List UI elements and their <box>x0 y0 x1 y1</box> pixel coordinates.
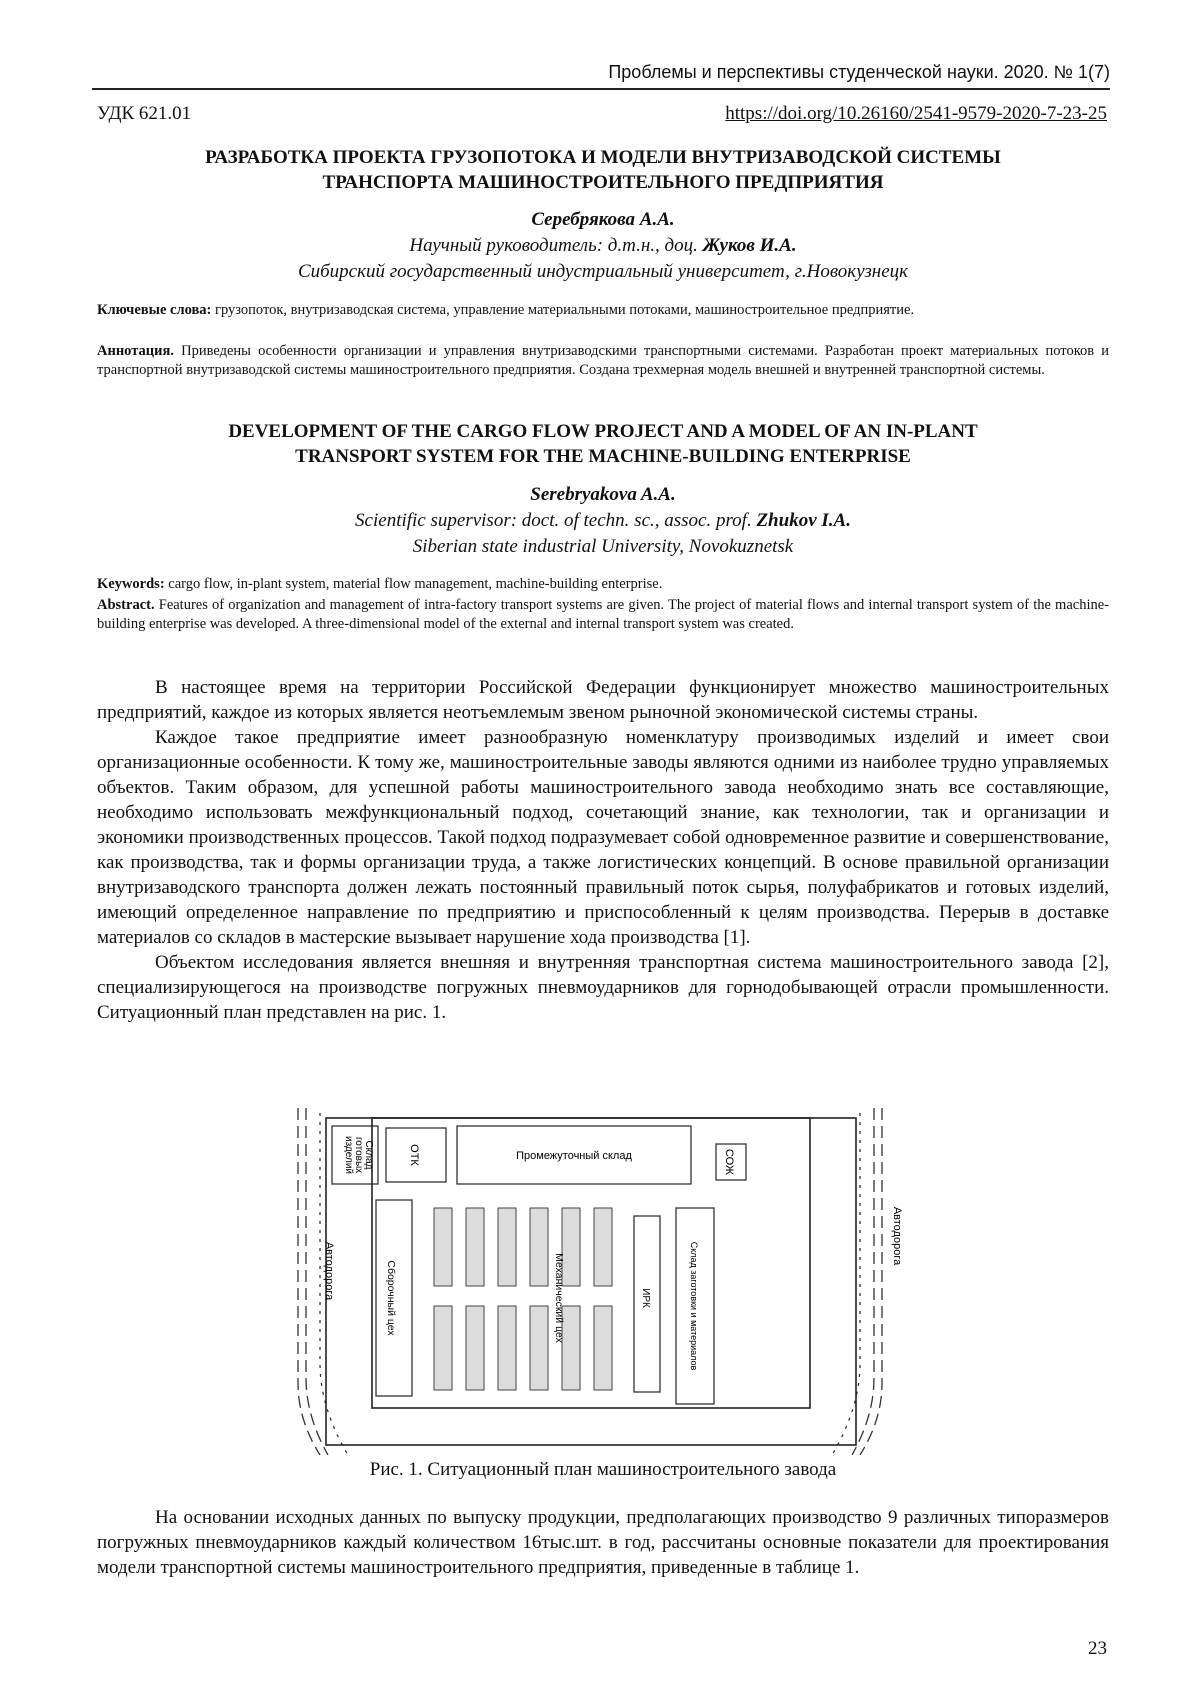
irk-label: ИРК <box>640 1288 651 1308</box>
site-plan-figure <box>290 1108 920 1455</box>
doi-link[interactable]: https://doi.org/10.26160/2541-9579-2020-7-23-25 <box>725 103 1107 125</box>
en-keywords-text: cargo flow, in-plant system, material flow management, machine-building enterprise. <box>168 576 662 592</box>
header-divider <box>92 88 1110 90</box>
ru-abstract-text: Приведены особенности организации и управления внутризаводскими транспортными системами. Разработан проект материальных потоков и транспортной внутризаводской системы машиностроительного предприятия. Создана трехмерная модель внешней и внутренней транспортной системы. <box>97 343 1109 378</box>
page-number: 23 <box>1088 1638 1107 1660</box>
ru-supervisor <box>97 235 1109 257</box>
warehouse-finished-label-1: Склад <box>363 1141 374 1170</box>
road-left-lines <box>298 1108 348 1455</box>
en-supervisor-name: Zhukov I.A. <box>756 510 851 531</box>
en-keywords <box>97 575 1109 594</box>
en-supervisor <box>97 510 1109 532</box>
warehouse-finished-label-3: изделий <box>343 1136 354 1174</box>
body-paragraph-3: Объектом исследования является внешняя и внутренняя транспортная система машиностроительного завода [2], специализирующегося на производстве погружных пневмоударников для горнодобывающей отрасли промышленности. Ситуационный план представлен на рис. 1. <box>97 950 1109 1025</box>
ru-keywords <box>97 301 1109 320</box>
journal-header: Проблемы и перспективы студенческой науки. 2020. № 1(7) <box>608 62 1110 83</box>
en-supervisor-prefix: Scientific supervisor: doct. of techn. sc., assoc. prof. <box>355 510 752 531</box>
road-left-label: Автодорога <box>323 1242 335 1301</box>
ru-keywords-text: грузопоток, внутризаводская система, управление материальными потоками, машиностроительное предприятие. <box>215 302 914 318</box>
ru-title <box>97 145 1109 195</box>
sozh-label: СОЖ <box>723 1149 735 1175</box>
body-paragraph-1: В настоящее время на территории Российской Федерации функционирует множество машиностроительных предприятий, каждое из которых является неотъемлемым звеном рыночной экономической системы страны. <box>97 675 1109 725</box>
mechanical-shop-label: Механический цех <box>553 1253 565 1343</box>
machine-tool-blocks <box>434 1208 612 1390</box>
en-title <box>97 419 1109 469</box>
body-paragraph-4: На основании исходных данных по выпуску продукции, предполагающих производство 9 различных типоразмеров погружных пневмоударников каждый количеством 16тыс.шт. в год, рассчитаны основные показатели для проектирования модели транспортной системы машиностроительного предприятия, приведенные в таблице 1. <box>97 1505 1109 1580</box>
ru-abstract <box>97 342 1109 380</box>
udk-code: УДК 621.01 <box>97 103 191 125</box>
road-right-label: Автодорога <box>891 1207 903 1266</box>
ru-keywords-label: Ключевые слова: <box>97 302 211 318</box>
otk-label: ОТК <box>408 1144 420 1166</box>
figure-caption: Рис. 1. Ситуационный план машиностроительного завода <box>97 1459 1109 1481</box>
ru-supervisor-prefix: Научный руководитель: д.т.н., доц. <box>409 235 698 256</box>
en-abstract <box>97 596 1109 634</box>
ru-abstract-label: Аннотация. <box>97 343 174 359</box>
ru-author: Серебрякова А.А. <box>97 209 1109 231</box>
en-author: Serebryakova A.A. <box>97 484 1109 506</box>
en-affiliation: Siberian state industrial University, Novokuznetsk <box>97 536 1109 558</box>
en-keywords-label: Keywords: <box>97 576 165 592</box>
intermediate-warehouse-label: Промежуточный склад <box>516 1150 632 1162</box>
assembly-shop-label: Сборочный цех <box>385 1260 397 1336</box>
en-abstract-text: Features of organization and management of intra-factory transport systems are given. The project of material flows and internal transport system of the machine-building enterprise was developed. A three-dimensional model of the external and internal transport system was created. <box>97 597 1109 632</box>
ru-title-line2: ТРАНСПОРТА МАШИНОСТРОИТЕЛЬНОГО ПРЕДПРИЯТИЯ <box>97 170 1109 195</box>
en-title-line1: DEVELOPMENT OF THE CARGO FLOW PROJECT AND A MODEL OF AN IN-PLANT <box>97 419 1109 444</box>
en-abstract-label: Abstract. <box>97 597 155 613</box>
warehouse-finished-label-2: готовых <box>353 1137 364 1173</box>
ru-affiliation: Сибирский государственный индустриальный университет, г.Новокузнецк <box>97 261 1109 283</box>
body-paragraph-2: Каждое такое предприятие имеет разнообразную номенклатуру производимых изделий и имеет свои организационные особенности. К тому же, машиностроительные заводы являются одними из наиболее трудно управляемых объектов. Таким образом, для успешной работы машиностроительного завода необходимо знать все составляющие, необходимо использовать межфункциональный подход, сочетающий знание, как технологии, так и организации и экономики производственных процессов. Такой подход подразумевает собой одновременное развитие и совершенствование, как производства, так и формы организации труда, а также логистических концепций. В основе правильной организации внутризаводского транспорта должен лежать постоянный правильный поток сырья, полуфабрикатов и готовых изделий, имеющий определенное направление по предприятию и приспособленный к целям производства. Перерыв в доставке материалов со складов в мастерские вызывает нарушение хода производства [1]. <box>97 725 1109 950</box>
road-right-lines <box>832 1108 882 1455</box>
warehouse-blanks-label: Склад заготовки и материалов <box>689 1242 699 1371</box>
ru-supervisor-name: Жуков И.А. <box>703 235 797 256</box>
en-title-line2: TRANSPORT SYSTEM FOR THE MACHINE-BUILDING ENTERPRISE <box>97 444 1109 469</box>
body-text-continued <box>97 1505 1109 1580</box>
body-text <box>97 675 1109 1025</box>
ru-title-line1: РАЗРАБОТКА ПРОЕКТА ГРУЗОПОТОКА И МОДЕЛИ ВНУТРИЗАВОДСКОЙ СИСТЕМЫ <box>97 145 1109 170</box>
